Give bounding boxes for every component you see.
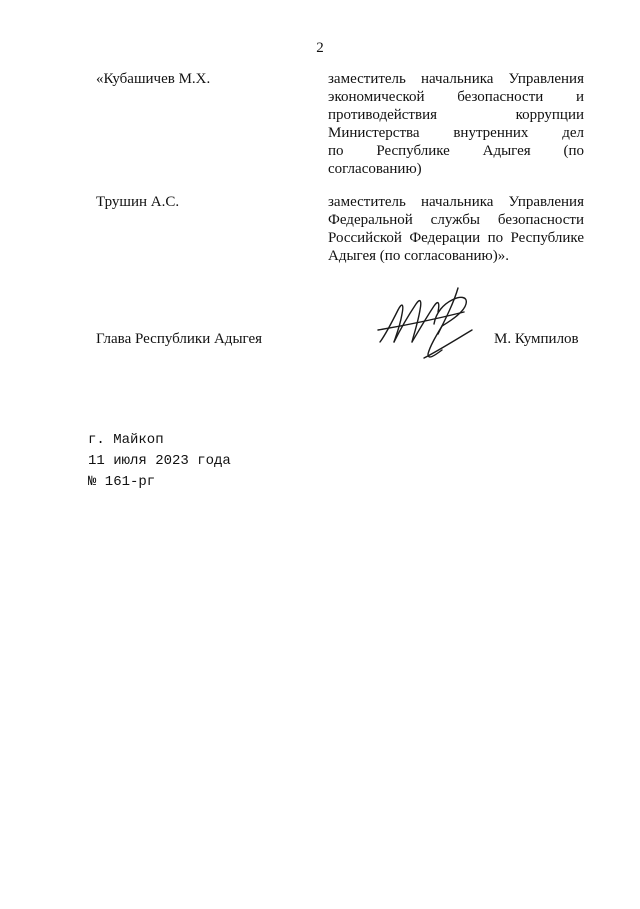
position-word: и	[575, 89, 584, 105]
footer-number: № 161-рг	[88, 474, 156, 490]
position-word: безопасности	[497, 212, 584, 228]
position-word: (по	[563, 143, 584, 159]
position-line	[328, 88, 584, 106]
position-word: по	[328, 143, 344, 159]
position-line	[328, 229, 584, 247]
position-word: согласованию)	[328, 161, 422, 177]
position-word: Адыгея	[482, 143, 531, 159]
position-word: Управления	[508, 71, 584, 87]
position-word: по	[487, 230, 504, 246]
position-word: Федерации	[409, 230, 481, 246]
position-word: Федеральной	[328, 212, 413, 228]
position-line	[328, 193, 584, 211]
position-word: экономической	[328, 89, 425, 105]
position-word: заместитель	[328, 71, 406, 87]
footer-city: г. Майкоп	[88, 432, 164, 448]
footer-date: 11 июля 2023 года	[88, 453, 231, 469]
position-line	[328, 160, 584, 178]
signer-title: Глава Республики Адыгея	[96, 331, 263, 347]
position-line	[328, 124, 584, 142]
document-footer	[88, 430, 231, 493]
position-word: противодействия	[328, 107, 437, 123]
position-line	[328, 106, 584, 124]
page-number: 2	[316, 40, 324, 56]
signature-block	[0, 282, 640, 382]
position-word: Республике	[510, 230, 584, 246]
position-word: Адыгея (по согласованию)».	[328, 248, 509, 264]
position-word: службы	[430, 212, 480, 228]
position-line	[328, 70, 584, 88]
position-word: Управления	[508, 194, 584, 210]
position-word: заместитель	[328, 194, 406, 210]
member-position	[328, 70, 584, 178]
position-word: начальника	[420, 194, 494, 210]
signer-name: М. Кумпилов	[494, 331, 579, 347]
position-word: дел	[562, 125, 584, 141]
member-position	[328, 193, 584, 265]
member-name: «Кубашичев М.Х.	[96, 71, 211, 87]
position-word: начальника	[420, 71, 494, 87]
position-word: внутренних	[453, 125, 529, 141]
position-word: Российской	[328, 230, 402, 246]
position-line	[328, 142, 584, 160]
position-word: Республике	[376, 143, 450, 159]
position-line	[328, 247, 584, 265]
position-line	[328, 211, 584, 229]
position-word: безопасности	[457, 89, 544, 105]
handwritten-signature	[372, 282, 484, 368]
position-word: Министерства	[328, 125, 420, 141]
member-name: Трушин А.С.	[96, 194, 180, 210]
position-word: коррупции	[515, 107, 584, 123]
